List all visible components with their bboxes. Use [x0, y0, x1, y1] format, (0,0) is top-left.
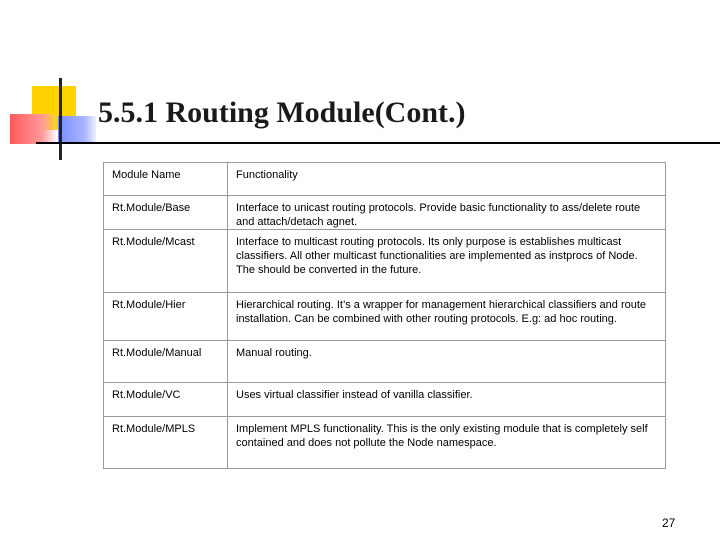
table-row [104, 196, 666, 230]
table-row [104, 293, 666, 341]
functionality-cell: Interface to unicast routing protocols. Provide basic functionality to ass/delete route and attach/detach agnet. [228, 196, 666, 230]
functionality-cell: Interface to multicast routing protocols. Its only purpose is establishes multicast classifiers. All other multicast functionalities are implemented as instprocs of Node. The should be converted in the future. [228, 230, 666, 293]
module-name-cell: Rt.Module/Manual [104, 341, 228, 383]
table-row [104, 341, 666, 383]
module-name-cell: Rt.Module/Hier [104, 293, 228, 341]
table-row [104, 230, 666, 293]
functionality-cell: Uses virtual classifier instead of vanilla classifier. [228, 383, 666, 417]
routing-modules-table [103, 162, 666, 469]
module-name-cell: Rt.Module/Mcast [104, 230, 228, 293]
module-name-cell: Rt.Module/VC [104, 383, 228, 417]
module-name-cell: Rt.Module/Base [104, 196, 228, 230]
functionality-cell: Implement MPLS functionality. This is the only existing module that is completely self contained and does not pollute the Node namespace. [228, 417, 666, 469]
functionality-cell: Manual routing. [228, 341, 666, 383]
logo-vertical-line [59, 78, 62, 160]
slide-title: 5.5.1 Routing Module(Cont.) [98, 96, 466, 129]
functionality-cell: Hierarchical routing. It’s a wrapper for management hierarchical classifiers and route installation. Can be combined with other routing protocols. E.g: ad hoc routing. [228, 293, 666, 341]
header-functionality: Functionality [228, 163, 666, 196]
header-module-name: Module Name [104, 163, 228, 196]
page-number: 27 [662, 516, 676, 530]
table-row [104, 383, 666, 417]
title-underline [36, 142, 720, 144]
table-row [104, 417, 666, 469]
logo-blue-bar [58, 116, 96, 144]
logo-red-bar [10, 114, 56, 144]
table-header-row [104, 163, 666, 196]
module-name-cell: Rt.Module/MPLS [104, 417, 228, 469]
